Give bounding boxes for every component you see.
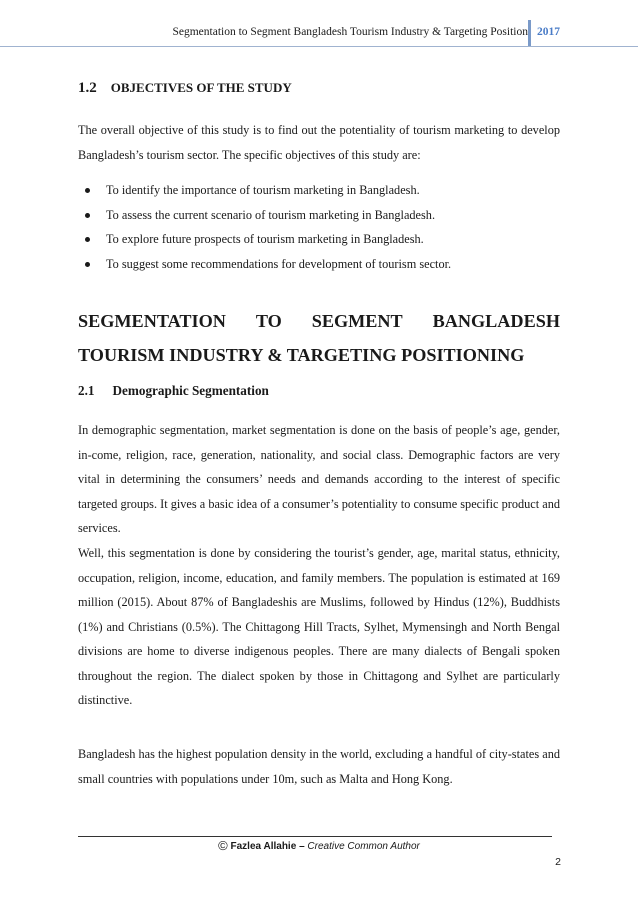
page-header <box>0 18 638 48</box>
main-heading-line1: SEGMENTATION TO SEGMENT BANGLADESH <box>78 311 560 331</box>
header-title: Segmentation to Segment Bangladesh Tourism Industry & Targeting Position <box>172 26 528 38</box>
list-item: To explore future prospects of tourism marketing in Bangladesh. <box>78 227 560 252</box>
bullet-icon <box>85 237 90 242</box>
section-title: OBJECTIVES OF THE STUDY <box>110 80 292 95</box>
bullet-icon <box>85 262 90 267</box>
section-number: 1.2 <box>78 80 97 96</box>
section-title: Demographic Segmentation <box>112 383 269 398</box>
list-item: To identify the importance of tourism marketing in Bangladesh. <box>78 178 560 203</box>
author-role: Creative Common Author <box>307 841 420 852</box>
paragraph: Bangladesh has the highest population density in the world, excluding a handful of city-states and small countries with populations under 10m, such as Malta and Hong Kong. <box>78 747 560 786</box>
header-divider <box>528 20 531 46</box>
header-rule <box>0 46 638 47</box>
paragraph: Well, this segmentation is done by considering the tourist’s gender, age, marital status, ethnicity, occupation, religion, income, education, and family members. The population is estimated at 169 million (2015). About 87% of Bangladeshis are Muslims, followed by Hindus (12%), Buddhists (1%) and Christians (0.5%). The Chittagong Hill Tracts, Sylhet, Mymensingh and North Bengal divisions are home to diverse indigenous peoples. There are many dialects of Bengali spoken throughout the region. The dialect spoken by those in Chittagong and Sylhet are particularly distinctive. <box>78 546 560 707</box>
section-2-1-heading <box>78 383 269 399</box>
paragraph: In demographic segmentation, market segmentation is done on the basis of people’s age, gender, in-come, religion, race, generation, nationality, and social class. Demographic factors are very vital in determining the consumers’ needs and demands according to the interest of specific targeted groups. It gives a basic idea of a consumer’s potentiality to consume specific product and services. <box>78 423 560 535</box>
section-number: 2.1 <box>78 383 95 398</box>
list-item: To suggest some recommendations for development of tourism sector. <box>78 252 560 277</box>
main-heading-line2: TOURISM INDUSTRY & TARGETING POSITIONING <box>78 345 525 365</box>
footer-credit: © Fazlea Allahie – Creative Common Author <box>218 838 420 853</box>
objectives-list <box>78 178 560 276</box>
header-year: 2017 <box>537 26 560 38</box>
author-name: Fazlea Allahie <box>230 841 297 852</box>
page-number: 2 <box>555 856 561 868</box>
copyright-icon: © <box>218 838 228 853</box>
list-item: To assess the current scenario of tourism marketing in Bangladesh. <box>78 203 560 228</box>
bullet-icon <box>85 213 90 218</box>
bullet-icon <box>85 188 90 193</box>
objectives-intro: The overall objective of this study is to find out the potentiality of tourism marketing to develop Bangladesh’s tourism sector. The specific objectives of this study are: <box>78 123 560 162</box>
section-1-2-heading <box>78 80 292 97</box>
footer-rule <box>78 836 552 837</box>
